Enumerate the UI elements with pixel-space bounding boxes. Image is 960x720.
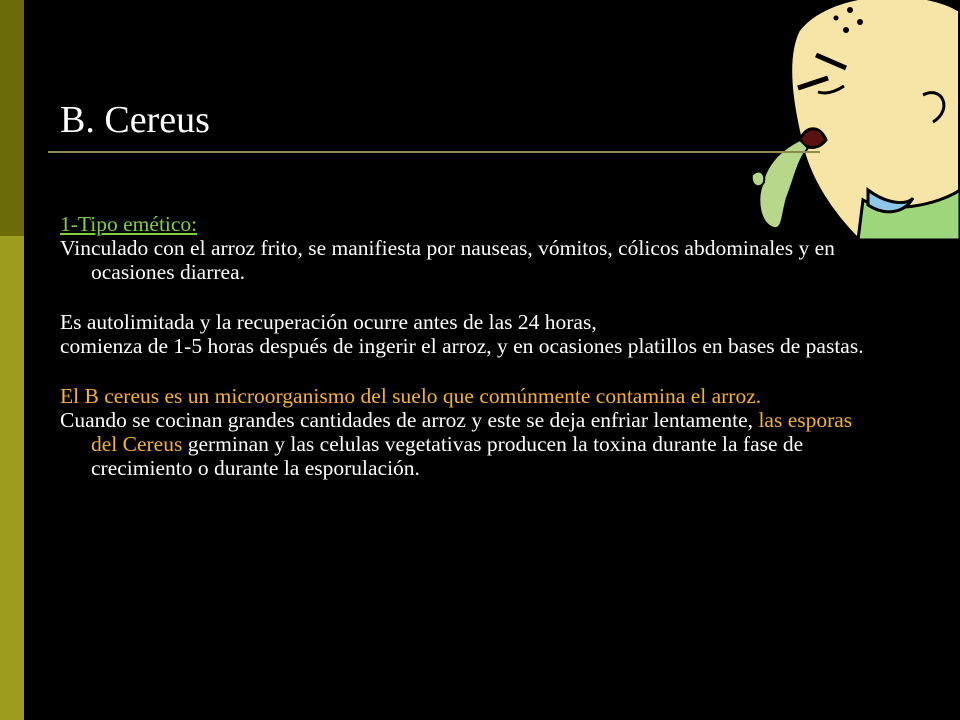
sidebar-accent-bottom [0,236,24,720]
paragraph-symptoms: Vinculado con el arroz frito, se manifiesta por nauseas, vómitos, cólicos abdominales y en ocasiones diarrea. [60,236,835,284]
paragraph-cooking-part1: Cuando se cocinan grandes cantidades de arroz y este se deja enfriar lentamente, [60,408,759,432]
slide-body [60,212,880,480]
paragraph-onset: comienza de 1-5 horas después de ingerir el arroz, y en ocasiones platillos en bases de pastas. [60,334,864,358]
paragraph-cooking-highlight: las esporas del Cereus [91,408,853,456]
paragraph-cooking [60,408,880,480]
paragraph-cooking-part2: germinan y las celulas vegetativas producen la toxina durante la fase de crecimiento o durante la esporulación. [91,432,804,480]
paragraph-soil-organism: El B cereus es un microorganismo del suelo que comúnmente contamina el arroz. [60,384,762,408]
sidebar-accent-top [0,0,24,236]
paragraph-recovery: Es autolimitada y la recuperación ocurre antes de las 24 horas, [60,310,597,334]
slide-title: B. Cereus [60,99,210,141]
title-divider [48,151,820,153]
section-heading: 1-Tipo emético: [60,212,198,236]
vomiting-boy-cartoon-icon [738,0,960,240]
